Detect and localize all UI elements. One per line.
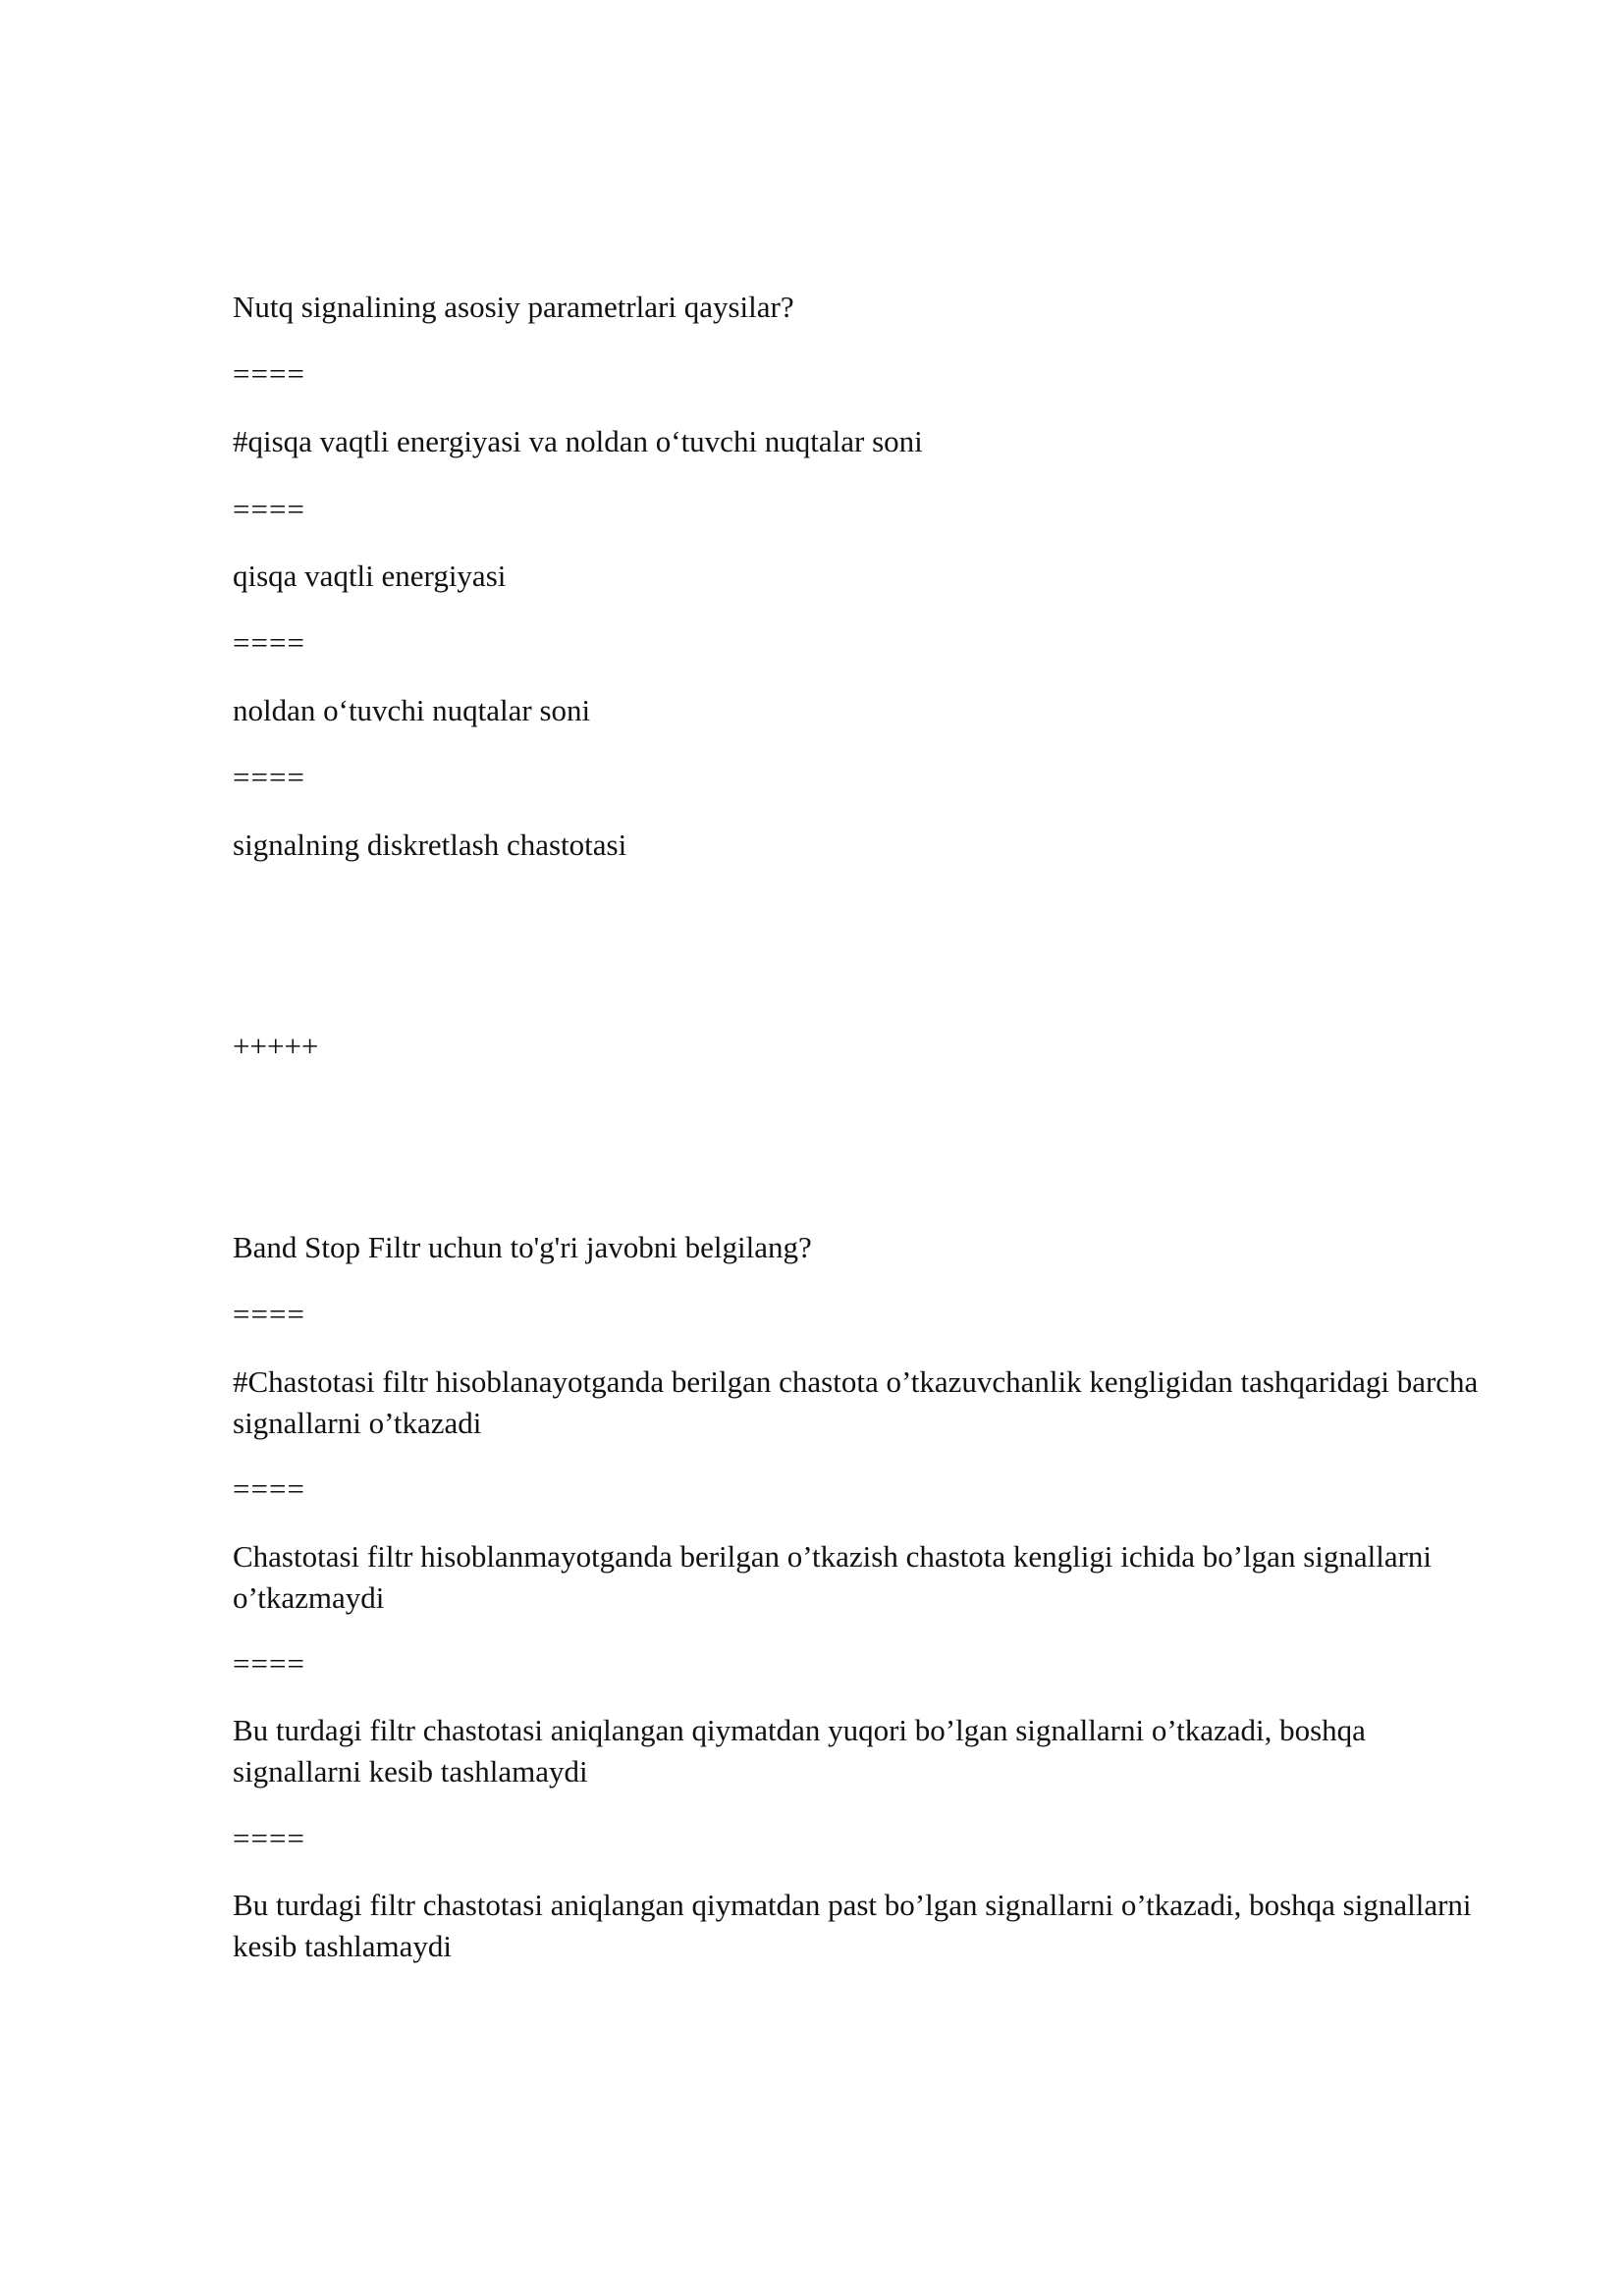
question-2-text: Band Stop Filtr uchun to'g'ri javobni belgilang? (233, 1230, 812, 1264)
question-1-answer-1: #qisqa vaqtli energiyasi va noldan o‘tuvchi nuqtalar soni (233, 424, 923, 458)
question-2-answer-3: Bu turdagi filtr chastotasi aniqlangan qiymatdan yuqori bo’lgan signallarni o’tkazadi, boshqa signallarni kesib tashlamaydi (233, 1713, 1366, 1789)
separator: ==== (233, 1297, 305, 1331)
separator: ==== (233, 1471, 305, 1506)
separator: ==== (233, 356, 305, 391)
question-1-answer-2: qisqa vaqtli energiyasi (233, 559, 507, 593)
question-1-text: Nutq signalining asosiy parametrlari qaysilar? (233, 290, 794, 324)
separator: ==== (233, 760, 305, 794)
separator: ==== (233, 1646, 305, 1681)
separator: ==== (233, 1821, 305, 1855)
block-delimiter: +++++ (233, 1029, 319, 1063)
question-1-answer-4: signalning diskretlash chastotasi (233, 828, 627, 862)
question-2-answer-2: Chastotasi filtr hisoblanmayotganda berilgan o’tkazish chastota kengligi ichida bo’lgan signallarni o’tkazmaydi (233, 1539, 1433, 1615)
question-1-answer-3: noldan o‘tuvchi nuqtalar soni (233, 693, 591, 727)
question-2-answer-4: Bu turdagi filtr chastotasi aniqlangan qiymatdan past bo’lgan signallarni o’tkazadi, boshqa signallarni kesib tashlamaydi (233, 1888, 1472, 1963)
separator: ==== (233, 625, 305, 660)
separator: ==== (233, 492, 305, 526)
question-2-answer-1: #Chastotasi filtr hisoblanayotganda berilgan chastota o’tkazuvchanlik kengligidan tashqaridagi barcha signallarni o’tkazadi (233, 1364, 1479, 1440)
